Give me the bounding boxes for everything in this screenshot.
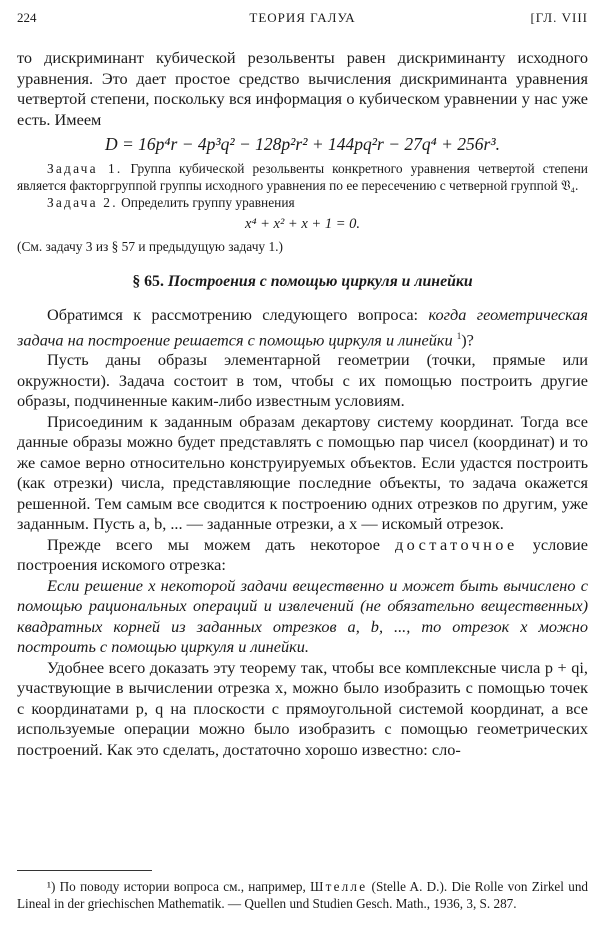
page-body <box>17 48 588 760</box>
paragraph-3: Присоединим к заданным образам декартову систему координат. Тогда все данные образы можно будет представлять с помощью пар чисел (координат) и то же самое верно относительно конструируемых объектов. Если удастся построить (как отрезки) числа, представляющие последние объекты, то задача окажется решенной. Тем самым все сводится к построению одних отрезков по другим, уже заданным. Пусть a, b, ... — заданные отрезки, a x — искомый отрезок. <box>17 411 588 534</box>
paragraph-4-text: Прежде всего мы можем дать некоторое <box>47 534 395 554</box>
footnote <box>17 878 588 912</box>
paragraph-1-end: )? <box>461 329 474 349</box>
task-2-label: Задача 2. <box>47 195 118 210</box>
task-1-label: Задача 1. <box>47 161 123 176</box>
paragraph-1-question: когда геометрическая задача на построение решается с помощью циркуля и линейки <box>17 305 588 349</box>
task-1 <box>17 160 588 194</box>
footnote-number: ¹) <box>47 879 56 894</box>
paragraph-1-text: Обратимся к рассмотрению следующего вопроса: <box>47 305 429 324</box>
running-title: ТЕОРИЯ ГАЛУА <box>249 10 356 25</box>
page-number: 224 <box>17 10 37 25</box>
paragraph-4 <box>17 535 588 576</box>
task-2-text: Определить группу уравнения <box>121 195 295 210</box>
task-reference: (См. задачу 3 из § 57 и предыдущую задачу 1.) <box>17 239 283 254</box>
task-1-text: Группа кубической резольвенты конкретного уравнения четвертой степени является факторгруппой группы исходного уравнения по ее пересечению с четверной группой 𝔙₄. <box>17 161 588 193</box>
running-header <box>17 10 588 28</box>
task-2-formula: x⁴ + x² + x + 1 = 0. <box>245 216 360 232</box>
paragraph-4-end: условие построения искомого отрезка: <box>17 534 588 575</box>
section-heading <box>17 273 588 291</box>
section-number: § 65. <box>132 273 164 290</box>
intro-paragraph: то дискриминант кубической резольвенты равен дискриминанту исходного уравнения. Это дает простое средство вычисления дискриминанта уравнения четвертой степени, поскольку вся информация о кубическом уравнении у нас уже есть. Имеем <box>17 48 588 129</box>
section-title: Построения с помощью циркуля и линейки <box>167 273 473 290</box>
footnote-rule <box>17 870 152 871</box>
paragraph-4-emphasis: достаточное <box>395 534 518 554</box>
footnote-citation: (Stelle A. D.). Die Rolle von Zirkel und Lineal in der griechischen Mathematik. — Quellen und Studien Gesch. Math., 1936, 3, S. 287. <box>17 879 589 911</box>
footnote-author: Штелле <box>310 879 368 894</box>
footnote-text: По поводу истории вопроса см., например, <box>59 879 311 894</box>
theorem-text: Если решение x некоторой задачи вещественно и может быть вычислено с помощью рациональных операций и извлечений (не обязательно вещественных) квадратных корней из заданных отрезков a, b, ..., то отрезок x можно построить с помощью циркуля и линейки. <box>17 575 588 657</box>
paragraph-6: Удобнее всего доказать эту теорему так, чтобы все комплексные числа p + qi, участвующие в вычислении отрезка x, можно было изобразить с помощью точек с координатами p, q на плоскости с прямоугольной системой координат, а все используемые операции можно было изобразить с помощью геометрических построений. Как это сделать, достаточно хорошо известно: сло- <box>17 657 588 759</box>
chapter-label: [ГЛ. VIII <box>530 10 588 25</box>
theorem-statement <box>17 576 588 658</box>
footnote-marker: 1 <box>456 330 462 341</box>
paragraph-2: Пусть даны образы элементарной геометрии (точки, прямые или окружности). Задача состоит в том, чтобы с их помощью построить другие образы, подчиненные каким-либо известным условиям. <box>17 350 588 411</box>
task-2 <box>17 194 588 211</box>
paragraph-1 <box>17 305 588 350</box>
discriminant-formula: D = 16p⁴r − 4p³q² − 128p²r² + 144pq²r − 27q⁴ + 256r³. <box>104 134 500 154</box>
